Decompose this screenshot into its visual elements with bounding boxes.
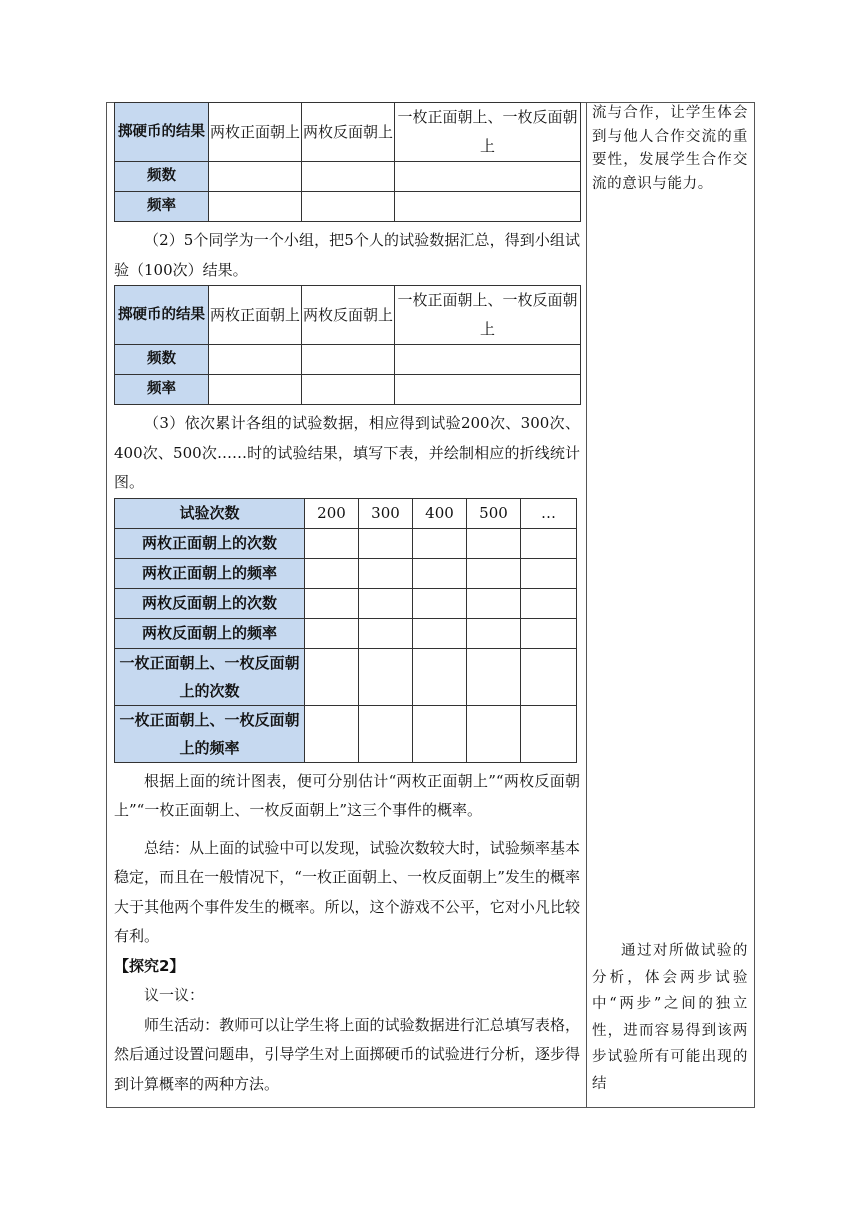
table-header-cell: 两枚反面朝上: [302, 286, 395, 345]
table-row-label: 频率: [115, 192, 209, 222]
table-row-label: 两枚反面朝上的频率: [115, 618, 305, 648]
table-cell: [302, 162, 395, 192]
column-divider: [586, 102, 587, 1108]
table-header-cell: 两枚反面朝上: [302, 103, 395, 162]
table-cell: [209, 192, 302, 222]
table-row-label: 一枚正面朝上、一枚反面朝上的次数: [115, 648, 305, 705]
coin-result-table-individual: [114, 102, 581, 222]
table-header-cell: …: [521, 498, 577, 528]
table-cell: [359, 618, 413, 648]
table-cell: [209, 375, 302, 405]
table-row-label: 两枚正面朝上的频率: [115, 558, 305, 588]
discuss-label: 议一议：: [144, 986, 205, 1004]
coin-result-table-group: [114, 285, 581, 405]
table-cell: [521, 648, 577, 705]
table-cell: [521, 705, 577, 762]
table-cell: [413, 588, 467, 618]
table-cell: [305, 588, 359, 618]
table-cell: [395, 345, 581, 375]
table-cell: [302, 345, 395, 375]
table-cell: [467, 705, 521, 762]
table-cell: [359, 705, 413, 762]
table-cell: [521, 618, 577, 648]
table-row-label: 两枚正面朝上的次数: [115, 528, 305, 558]
table-cell: [302, 192, 395, 222]
table-header-cell: 500: [467, 498, 521, 528]
table-cell: [209, 345, 302, 375]
design-intent-text: 流与合作，让学生体会到与他人合作交流的重要性，发展学生合作交流的意识与能力。: [592, 105, 748, 192]
table-cell: [467, 588, 521, 618]
table-cell: [305, 648, 359, 705]
table-cell: [305, 618, 359, 648]
table-cell: [305, 558, 359, 588]
table-cell: [395, 375, 581, 405]
table-cell: [521, 528, 577, 558]
table-cell: [302, 375, 395, 405]
table-cell: [467, 528, 521, 558]
table-header-cell: 掷硬币的结果: [115, 286, 209, 345]
table-cell: [209, 162, 302, 192]
table-header-cell: 300: [359, 498, 413, 528]
table-header-cell: 200: [305, 498, 359, 528]
design-intent-top: [592, 102, 748, 196]
main-column: [114, 102, 580, 1099]
table-cell: [359, 588, 413, 618]
table-cell: [467, 648, 521, 705]
table-cell: [413, 618, 467, 648]
table-cell: [359, 648, 413, 705]
activity-paragraph: 师生活动：教师可以让学生将上面的试验数据进行汇总填写表格，然后通过设置问题串，引导学生对上面掷硬币的试验进行分析，逐步得到计算概率的两种方法。: [114, 1015, 580, 1093]
table-header-cell: 一枚正面朝上、一枚反面朝上: [395, 286, 581, 345]
table-cell: [467, 558, 521, 588]
design-intent-text: 通过对所做试验的分析，体会两步试验中“两步”之间的独立性，进而容易得到该两步试验所有可能出现的结: [592, 943, 748, 1092]
table-cell: [413, 558, 467, 588]
cumulative-trials-table: [114, 498, 577, 763]
table-row-label: 两枚反面朝上的次数: [115, 588, 305, 618]
design-intent-bottom: [592, 938, 748, 1098]
table-cell: [413, 705, 467, 762]
table-cell: [521, 588, 577, 618]
table-header-cell: 两枚正面朝上: [209, 286, 302, 345]
table-header-cell: 两枚正面朝上: [209, 103, 302, 162]
table-header-cell: 掷硬币的结果: [115, 103, 209, 162]
table-cell: [305, 705, 359, 762]
explore-2-heading: 【探究2】: [114, 956, 185, 975]
table-cell: [395, 162, 581, 192]
table-cell: [413, 528, 467, 558]
table-row-label: 频率: [115, 375, 209, 405]
table-cell: [467, 618, 521, 648]
table-cell: [305, 528, 359, 558]
table-header-cell: 400: [413, 498, 467, 528]
table-cell: [521, 558, 577, 588]
table-header-cell: 一枚正面朝上、一枚反面朝上: [395, 103, 581, 162]
table-cell: [359, 558, 413, 588]
table-cell: [413, 648, 467, 705]
table-cell: [359, 528, 413, 558]
table-row-label: 频数: [115, 345, 209, 375]
table-row-label: 一枚正面朝上、一枚反面朝上的频率: [115, 705, 305, 762]
step-3-paragraph: （3）依次累计各组的试验数据，相应得到试验200次、300次、400次、500次……时的试验结果，填写下表，并绘制相应的折线统计图。: [114, 414, 580, 491]
summary-paragraph: 总结：从上面的试验中可以发现，试验次数较大时，试验频率基本稳定，而且在一般情况下，“一枚正面朝上、一枚反面朝上”发生的概率大于其他两个事件发生的概率。所以，这个游戏不公平，它对小凡比较有利。: [114, 838, 580, 945]
table-cell: [395, 192, 581, 222]
table-row-label: 频数: [115, 162, 209, 192]
table-header-cell: 试验次数: [115, 498, 305, 528]
estimate-paragraph: 根据上面的统计图表，便可分别估计“两枚正面朝上”“两枚反面朝上”“一枚正面朝上、一枚反面朝上”这三个事件的概率。: [114, 771, 580, 819]
step-2-paragraph: （2）5个同学为一个小组，把5个人的试验数据汇总，得到小组试验（100次）结果。: [114, 231, 580, 279]
